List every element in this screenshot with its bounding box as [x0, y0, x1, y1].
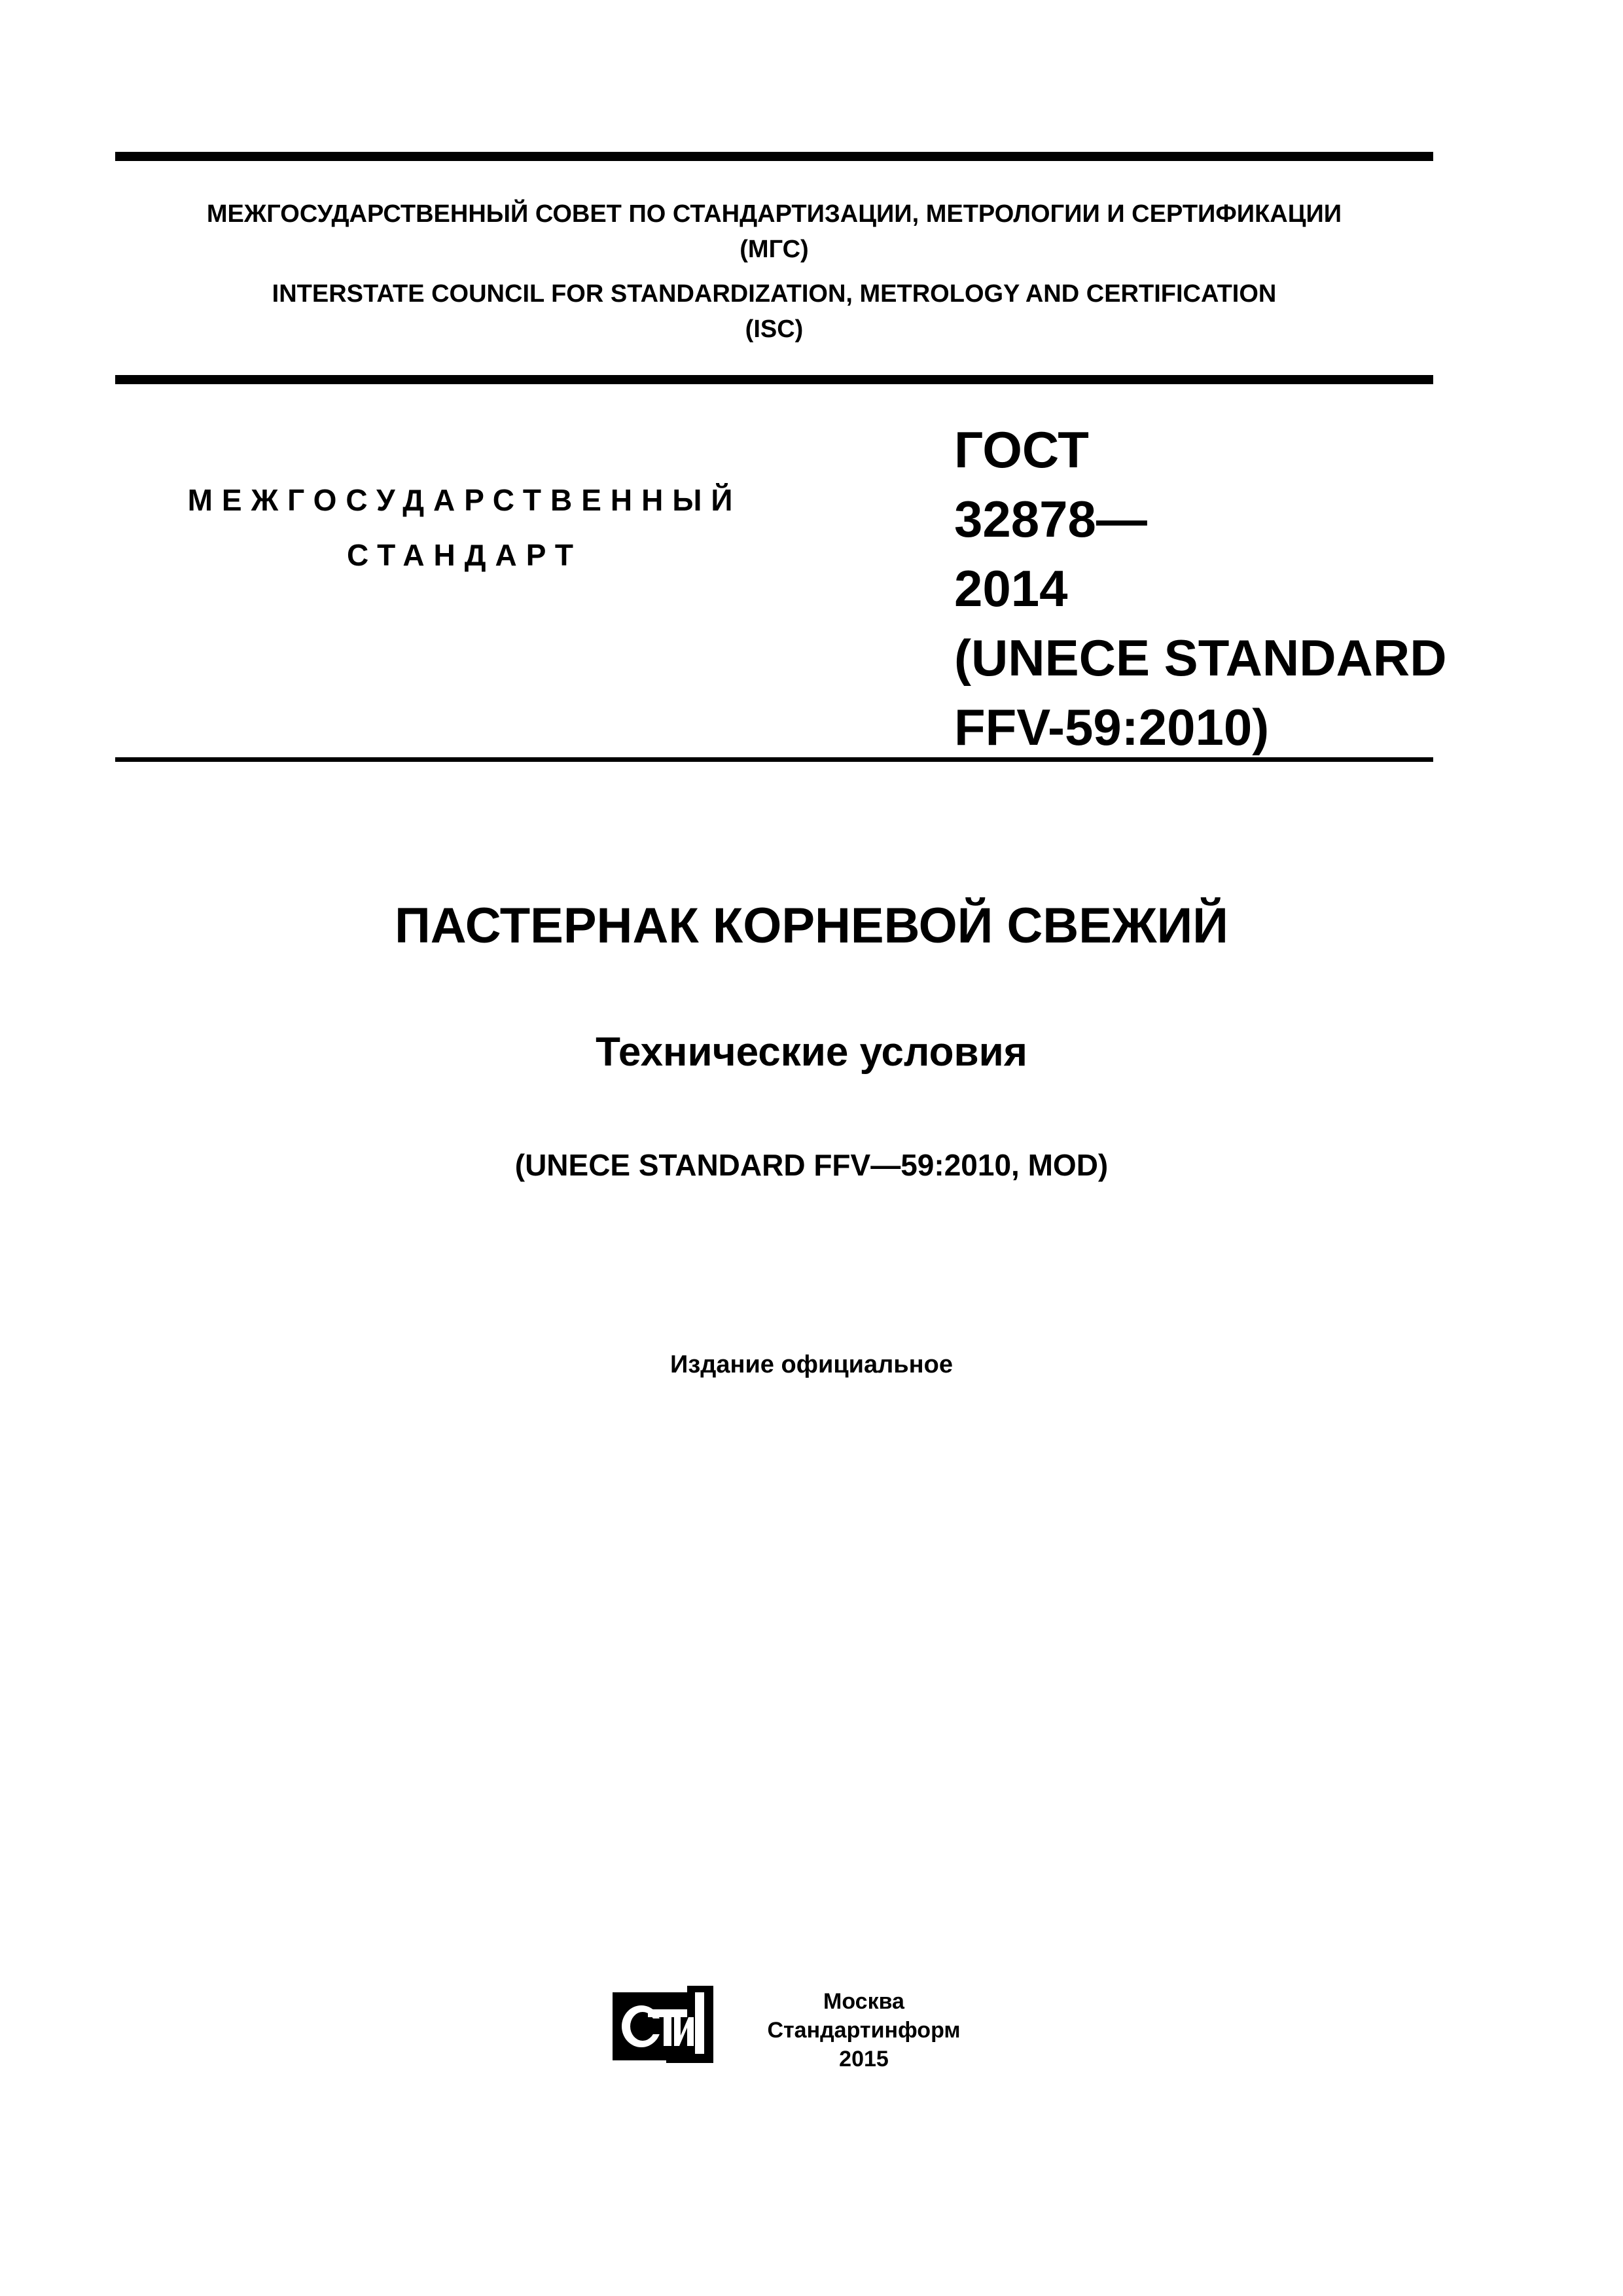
designation-line1: ГОСТ: [954, 421, 1089, 478]
designation-line3: 2014: [954, 560, 1068, 617]
standard-designation: [954, 415, 1447, 762]
document-subtitle: Технические условия: [596, 1030, 1027, 1075]
council-header: [115, 196, 1433, 347]
standard-type-line2: СТАНДАРТ: [347, 538, 582, 572]
middle-rule: [115, 375, 1433, 384]
document-title: ПАСТЕРНАК КОРНЕВОЙ СВЕЖИЙ: [395, 898, 1228, 954]
designation-line2: 32878—: [954, 490, 1147, 548]
council-name-en: INTERSTATE COUNCIL FOR STANDARDIZATION, METROLOGY AND CERTIFICATION: [272, 280, 1277, 308]
edition-note: Издание официальное: [670, 1351, 953, 1378]
top-rule: [115, 152, 1433, 161]
publication-year: 2015: [839, 2047, 889, 2072]
council-name-ru: МЕЖГОСУДАРСТВЕННЫЙ СОВЕТ ПО СТАНДАРТИЗАЦИИ, МЕТРОЛОГИИ И СЕРТИФИКАЦИИ: [206, 200, 1342, 228]
council-abbr-en: (ISC): [745, 315, 804, 343]
lower-rule: [115, 757, 1433, 762]
standard-type: [151, 473, 779, 583]
standartinform-logo-icon: [611, 1986, 713, 2063]
modification-reference: (UNECE STANDARD FFV—59:2010, MOD): [514, 1148, 1109, 1182]
council-abbr-ru: (МГС): [740, 236, 809, 263]
standard-type-line1: МЕЖГОСУДАРСТВЕННЫЙ: [187, 483, 742, 517]
publisher-block: [733, 1987, 995, 2073]
publisher-city: Москва: [823, 1989, 904, 2014]
designation-line4: (UNECE STANDARD: [954, 629, 1447, 687]
designation-line5: FFV-59:2010): [954, 698, 1270, 756]
publisher-name: Стандартинформ: [767, 2018, 961, 2043]
